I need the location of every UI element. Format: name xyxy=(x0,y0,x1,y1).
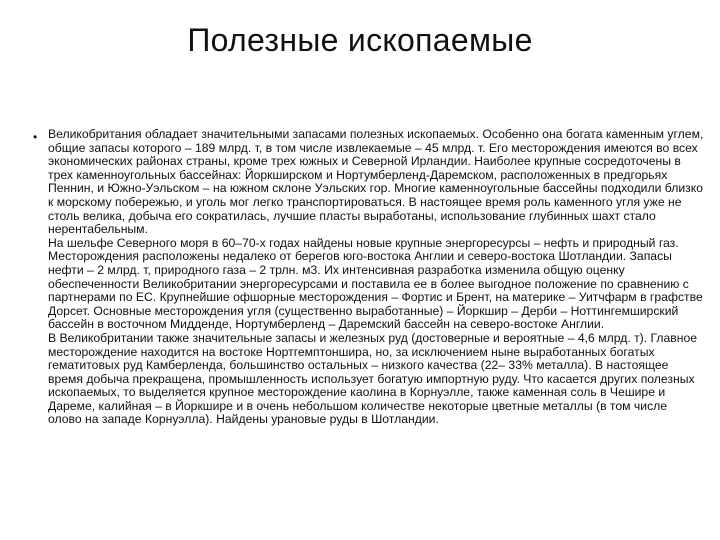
bullet-icon: • xyxy=(33,130,38,144)
slide-title: Полезные ископаемые xyxy=(187,22,533,58)
paragraph-oil-gas: На шельфе Северного моря в 60–70-х годах найдены новые крупные энергоресурсы – нефть и природный газ. Месторождения расположены недалеко от берегов юго-востока Англии и северо-востока Шотландии. Запасы нефти – 2 млрд. т, природного газа – 2 трлн. м3. Их интенсивная разработка изменила общую оценку обеспеченности Великобритании энергоресурсами и поставила ее в более выгодное положение по сравнению с партнерами по ЕС. Крупнейшие офшорные месторождения – Фортис и Брент, на материке – Уитчфарм в графстве Дорсет. Основные месторождения угля (существенно выработанные) – Йоркшир – Дерби – Ноттингемширский бассейн в восточном Мидденде, Нортумберленд – Даремский бассейн на северо-востоке Англии. xyxy=(48,235,703,332)
paragraph-coal: Великобритания обладает значительными запасами полезных ископаемых. Особенно она богата каменным углем, общие запасы которого – 189 млрд. т, в том числе извлекаемые – 45 млрд. т. Его месторождения имеются во всех экономических районах страны, кроме трех южных и Северной Ирландии. Наиболее крупные сосредоточены в трех каменноугольных бассейнах: Йоркширском и Нортумберленд-Даремском, расположенных в предгорьях Пеннин, и Южно-Уэльском – на южном склоне Уэльских гор. Многие каменноугольные бассейны подходили близко к морскому побережью, и уголь мог легко транспортироваться. В настоящее время роль каменного угля уже не столь велика, добыча его сократилась, лучшие пласты выработаны, использование глубинных шахт стало нерентабельным. xyxy=(48,127,704,237)
paragraph-iron-ore: В Великобритании также значительные запасы и железных руд (достоверные и вероятные – 4,6 млрд. т). Главное месторождение находится на востоке Нортгемптоншира, но, за исключением ныне выработанных богатых гематитовых руд Камберленда, большинство остальных – низкого качества (22– 33% металла). В настоящее время добыча прекращена, промышленность использует богатую импортную руду. Что касается других полезных ископаемых, то выделяется крупное месторождение каолина в Корнуэлле, также каменная соль в Чешире и Дареме, калийная – в Йоркшире и в очень небольшом количестве некоторые цветные металлы (в том числе олово на западе Корнуэлла). Найдены урановые руды в Шотландии. xyxy=(48,330,698,427)
body-text xyxy=(48,128,704,427)
